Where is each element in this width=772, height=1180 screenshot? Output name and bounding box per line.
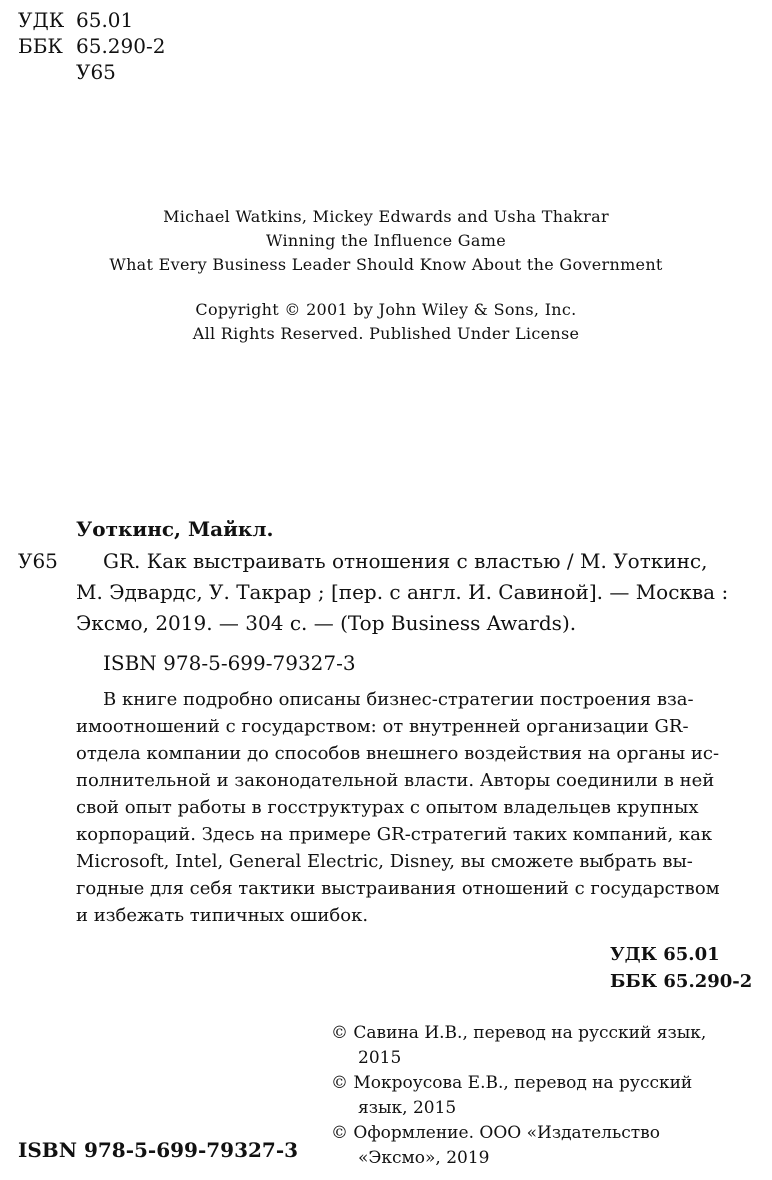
annotation-line: полнительной и законодательной власти. Авторы соединили в ней [76,770,715,791]
annotation-line: В книге подробно описаны бизнес-стратегии построения вза- [103,689,694,710]
author-mark: У65 [76,60,116,84]
catalog-heading: Уоткинс, Майкл. [76,517,274,541]
copyright-3-line-2: «Эксмо», 2019 [358,1148,490,1168]
footer-isbn: ISBN 978-5-699-79327-3 [18,1138,299,1162]
bottom-bbk: ББК 65.290-2 [610,971,753,992]
copyright-2-line-2: язык, 2015 [358,1098,457,1118]
annotation-line: и избежать типичных ошибок. [76,905,369,926]
catalog-line-3: Эксмо, 2019. — 304 с. — (Top Business Awards). [76,611,577,635]
copyright-2-line-1: © Мокроусова Е.В., перевод на русский [331,1073,693,1093]
copyright-1-line-2: 2015 [358,1048,402,1068]
annotation-line: свой опыт работы в госструктурах с опытом владельцев крупных [76,797,699,818]
copyright-3-line-1: © Оформление. ООО «Издательство [331,1123,660,1143]
annotation-line: годные для себя тактики выстраивания отношений с государством [76,878,720,899]
bottom-udk: УДК 65.01 [610,944,720,965]
udk-code: 65.01 [76,8,134,32]
catalog-line-1: GR. Как выстраивать отношения с властью / М. Уоткинс, [103,549,708,573]
udk-label: УДК [18,8,65,32]
annotation-line: Microsoft, Intel, General Electric, Disney, вы сможете выбрать вы- [76,851,693,872]
catalog-line-2: М. Эдвардс, У. Такрар ; [пер. с англ. И. Савиной]. — Москва : [76,580,729,604]
annotation-line: отдела компании до способов внешнего воздействия на органы ис- [76,743,720,764]
bbk-label: ББК [18,34,63,58]
original-authors: Michael Watkins, Mickey Edwards and Usha Thakrar [163,207,609,226]
bbk-code: 65.290-2 [76,34,166,58]
annotation-line: корпораций. Здесь на примере GR-стратегий таких компаний, как [76,824,713,845]
original-rights: All Rights Reserved. Published Under License [192,324,580,343]
copyright-1-line-1: © Савина И.В., перевод на русский язык, [331,1023,707,1043]
original-title: Winning the Influence Game [266,231,506,250]
catalog-isbn: ISBN 978-5-699-79327-3 [103,651,356,675]
original-subtitle: What Every Business Leader Should Know About the Government [109,255,663,274]
annotation-line: имоотношений с государством: от внутренней организации GR- [76,716,689,737]
original-copyright: Copyright © 2001 by John Wiley & Sons, Inc. [195,300,577,319]
catalog-mark: У65 [18,549,58,573]
